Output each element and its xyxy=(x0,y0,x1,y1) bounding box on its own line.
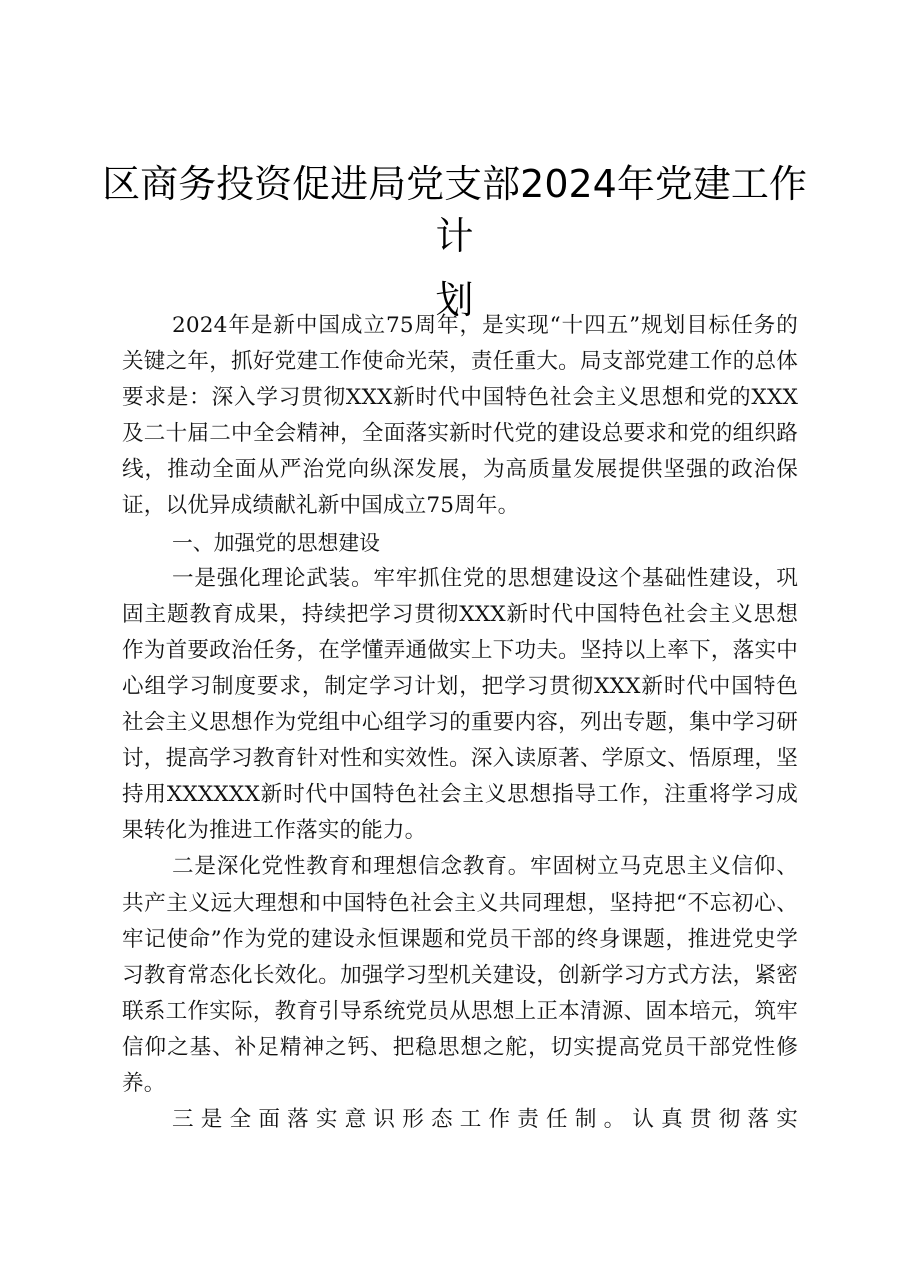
body-paragraph-2: 二是深化党性教育和理想信念教育。牢固树立马克思主义信仰、共产主义远大理想和中国特色社会主义共同理想，坚持把“不忘初心、牢记使命”作为党的建设永恒课题和党员干部的终身课题，推进党史学习教育常态化长效化。加强学习型机关建设，创新学习方式方法，紧密联系工作实际，教育引导系统党员从思想上正本清源、固本培元，筑牢信仰之基、补足精神之钙、把稳思想之舵，切实提高党员干部党性修养。 xyxy=(122,854,798,1096)
section-heading-1: 一、加强党的思想建设 xyxy=(172,530,380,555)
document-title xyxy=(100,158,809,326)
intro-paragraph: 2024年是新中国成立75周年，是实现“十四五”规划目标任务的关键之年，抓好党建工作使命光荣，责任重大。局支部党建工作的总体要求是：深入学习贯彻XXX新时代中国特色社会主义思想和党的XXX及二十届二中全会精神，全面落实新时代党的建设总要求和党的组织路线，推动全面从严治党向纵深发展，为高质量发展提供坚强的政治保证，以优异成绩献礼新中国成立75周年。 xyxy=(122,313,798,519)
document-body xyxy=(122,308,798,1138)
title-line-1: 区商务投资促进局党支部2024年党建工作计 xyxy=(102,162,807,258)
title-line-2: 划 xyxy=(435,278,474,322)
body-paragraph-3: 三是全面落实意识形态工作责任制。认真贯彻落实 xyxy=(172,1107,798,1133)
body-paragraph-1: 一是强化理论武装。牢牢抓住党的思想建设这个基础性建设，巩固主题教育成果，持续把学习贯彻XXX新时代中国特色社会主义思想作为首要政治任务，在学懂弄通做实上下功夫。坚持以上率下，落实中心组学习制度要求，制定学习计划，把学习贯彻XXX新时代中国特色社会主义思想作为党组中心组学习的重要内容，列出专题，集中学习研讨，提高学习教育针对性和实效性。深入读原著、学原文、悟原理，坚持用XXXXXX新时代中国特色社会主义思想指导工作，注重将学习成果转化为推进工作落实的能力。 xyxy=(122,565,798,844)
